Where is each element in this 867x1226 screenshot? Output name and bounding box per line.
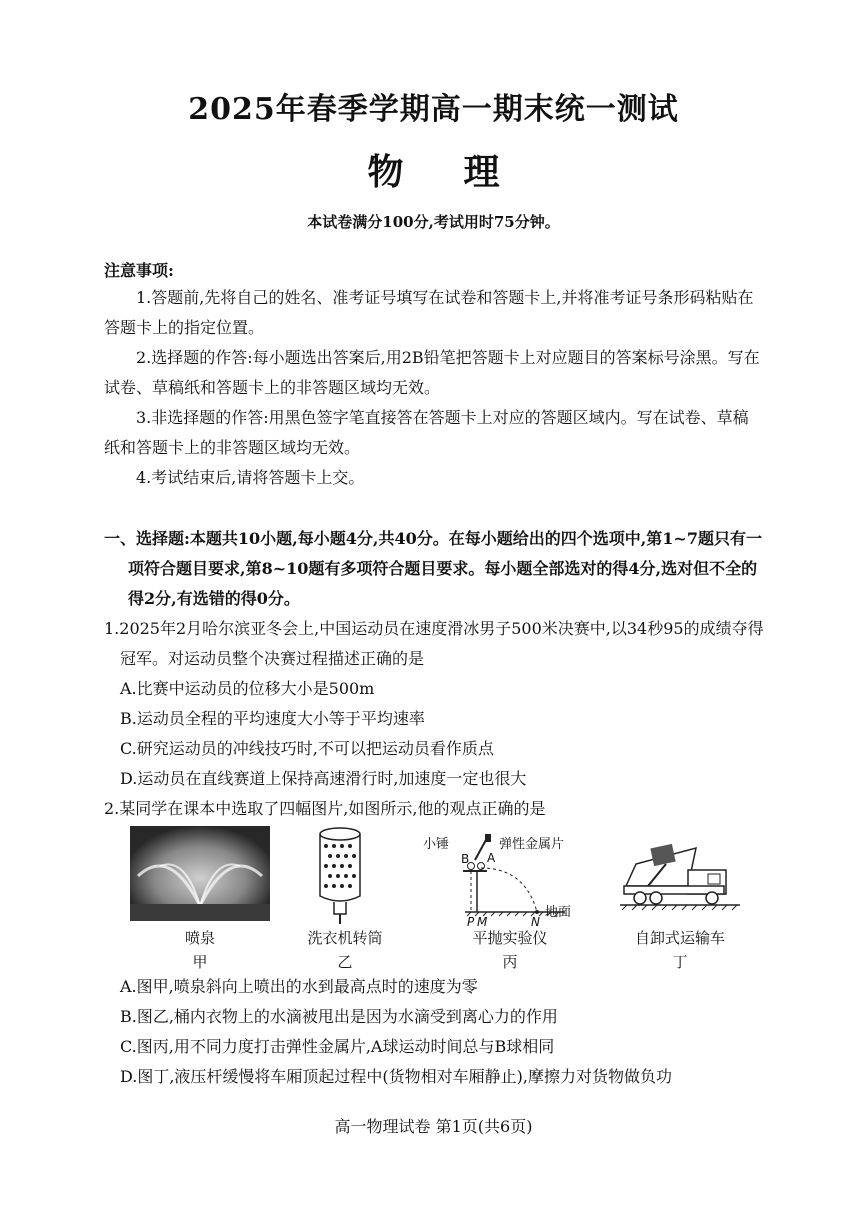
figure-bing-caption: 平抛实验仪 [472, 929, 548, 947]
label-ball-b: B [461, 852, 470, 866]
notice-item: 1.答题前,先将自己的姓名、准考证号填写在试卷和答题卡上,并将准考证号条形码粘贴在答题卡上的指定位置。 [104, 288, 754, 337]
notice-item: 3.非选择题的作答:用黑色签字笔直接答在答题卡上对应的答题区域内。写在试卷、草稿纸和答题卡上的非答题区域均无效。 [104, 408, 749, 457]
q1-option-a: A.比赛中运动员的位移大小是500m [120, 679, 375, 698]
figure-jia-tag: 甲 [192, 953, 208, 971]
q1-option-c: C.研究运动员的冲线技巧时,不可以把运动员看作质点 [120, 739, 494, 758]
exam-title: 2025年春季学期高一期末统一测试 [188, 92, 679, 127]
notice-item: 2.选择题的作答:每小题选出答案后,用2B铅笔把答题卡上对应题目的答案标号涂黑。写在试卷、草稿纸和答题卡上的非答题区域均无效。 [104, 348, 760, 397]
subject-title: 物理 [367, 151, 560, 193]
notice-item: 4.考试结束后,请将答题卡上交。 [136, 468, 365, 487]
section-intro: 一、选择题:本题共10小题,每小题4分,共40分。在每小题给出的四个选项中,第1~7题只有一项符合题目要求,第8~10题有多项符合题目要求。每小题全部选对的得4分,选对但不全的得2分,有选错的得0分。 [104, 529, 762, 608]
label-ground: 地面 [545, 905, 572, 920]
score-note: 本试卷满分100分,考试用时75分钟。 [307, 213, 560, 231]
figure-jia-caption: 喷泉 [184, 929, 215, 947]
q2-option-a: A.图甲,喷泉斜向上喷出的水到最高点时的速度为零 [120, 977, 478, 996]
question-2-stem: 2.某同学在课本中选取了四幅图片,如图所示,他的观点正确的是 [104, 799, 546, 818]
figure-yi-tag: 乙 [337, 953, 353, 971]
projectile-apparatus-drawing [415, 830, 615, 930]
washing-drum-drawing [310, 826, 370, 926]
q1-option-b: B.运动员全程的平均速度大小等于平均速率 [120, 709, 425, 728]
q2-option-d: D.图丁,液压杆缓慢将车厢顶起过程中(货物相对车厢静止),摩擦力对货物做负功 [120, 1067, 673, 1086]
fountain-photo [130, 826, 270, 921]
label-spring-sheet: 弹性金属片 [499, 837, 565, 852]
figure-ding-caption: 自卸式运输车 [634, 929, 725, 947]
label-hammer: 小锤 [423, 837, 450, 852]
figure-ding-tag: 丁 [672, 953, 688, 971]
label-m: M [477, 915, 488, 929]
notice-heading: 注意事项: [104, 261, 174, 280]
q2-option-b: B.图乙,桶内衣物上的水滴被甩出是因为水滴受到离心力的作用 [120, 1007, 558, 1026]
label-p: P [467, 915, 475, 929]
question-1-stem: 1.2025年2月哈尔滨亚冬会上,中国运动员在速度滑冰男子500米决赛中,以34秒95的成绩夺得冠军。对运动员整个决赛过程描述正确的是 [104, 619, 764, 668]
figure-bing-tag: 丙 [502, 953, 518, 971]
label-n: N [531, 915, 540, 929]
label-ball-a: A [487, 851, 496, 865]
dump-truck-drawing [618, 836, 743, 916]
q2-option-c: C.图丙,用不同力度打击弹性金属片,A球运动时间总与B球相同 [120, 1037, 555, 1056]
q1-option-d: D.运动员在直线赛道上保持高速滑行时,加速度一定也很大 [120, 769, 527, 788]
page-footer: 高一物理试卷 第1页(共6页) [334, 1117, 533, 1136]
figure-yi-caption: 洗衣机转筒 [307, 929, 383, 947]
